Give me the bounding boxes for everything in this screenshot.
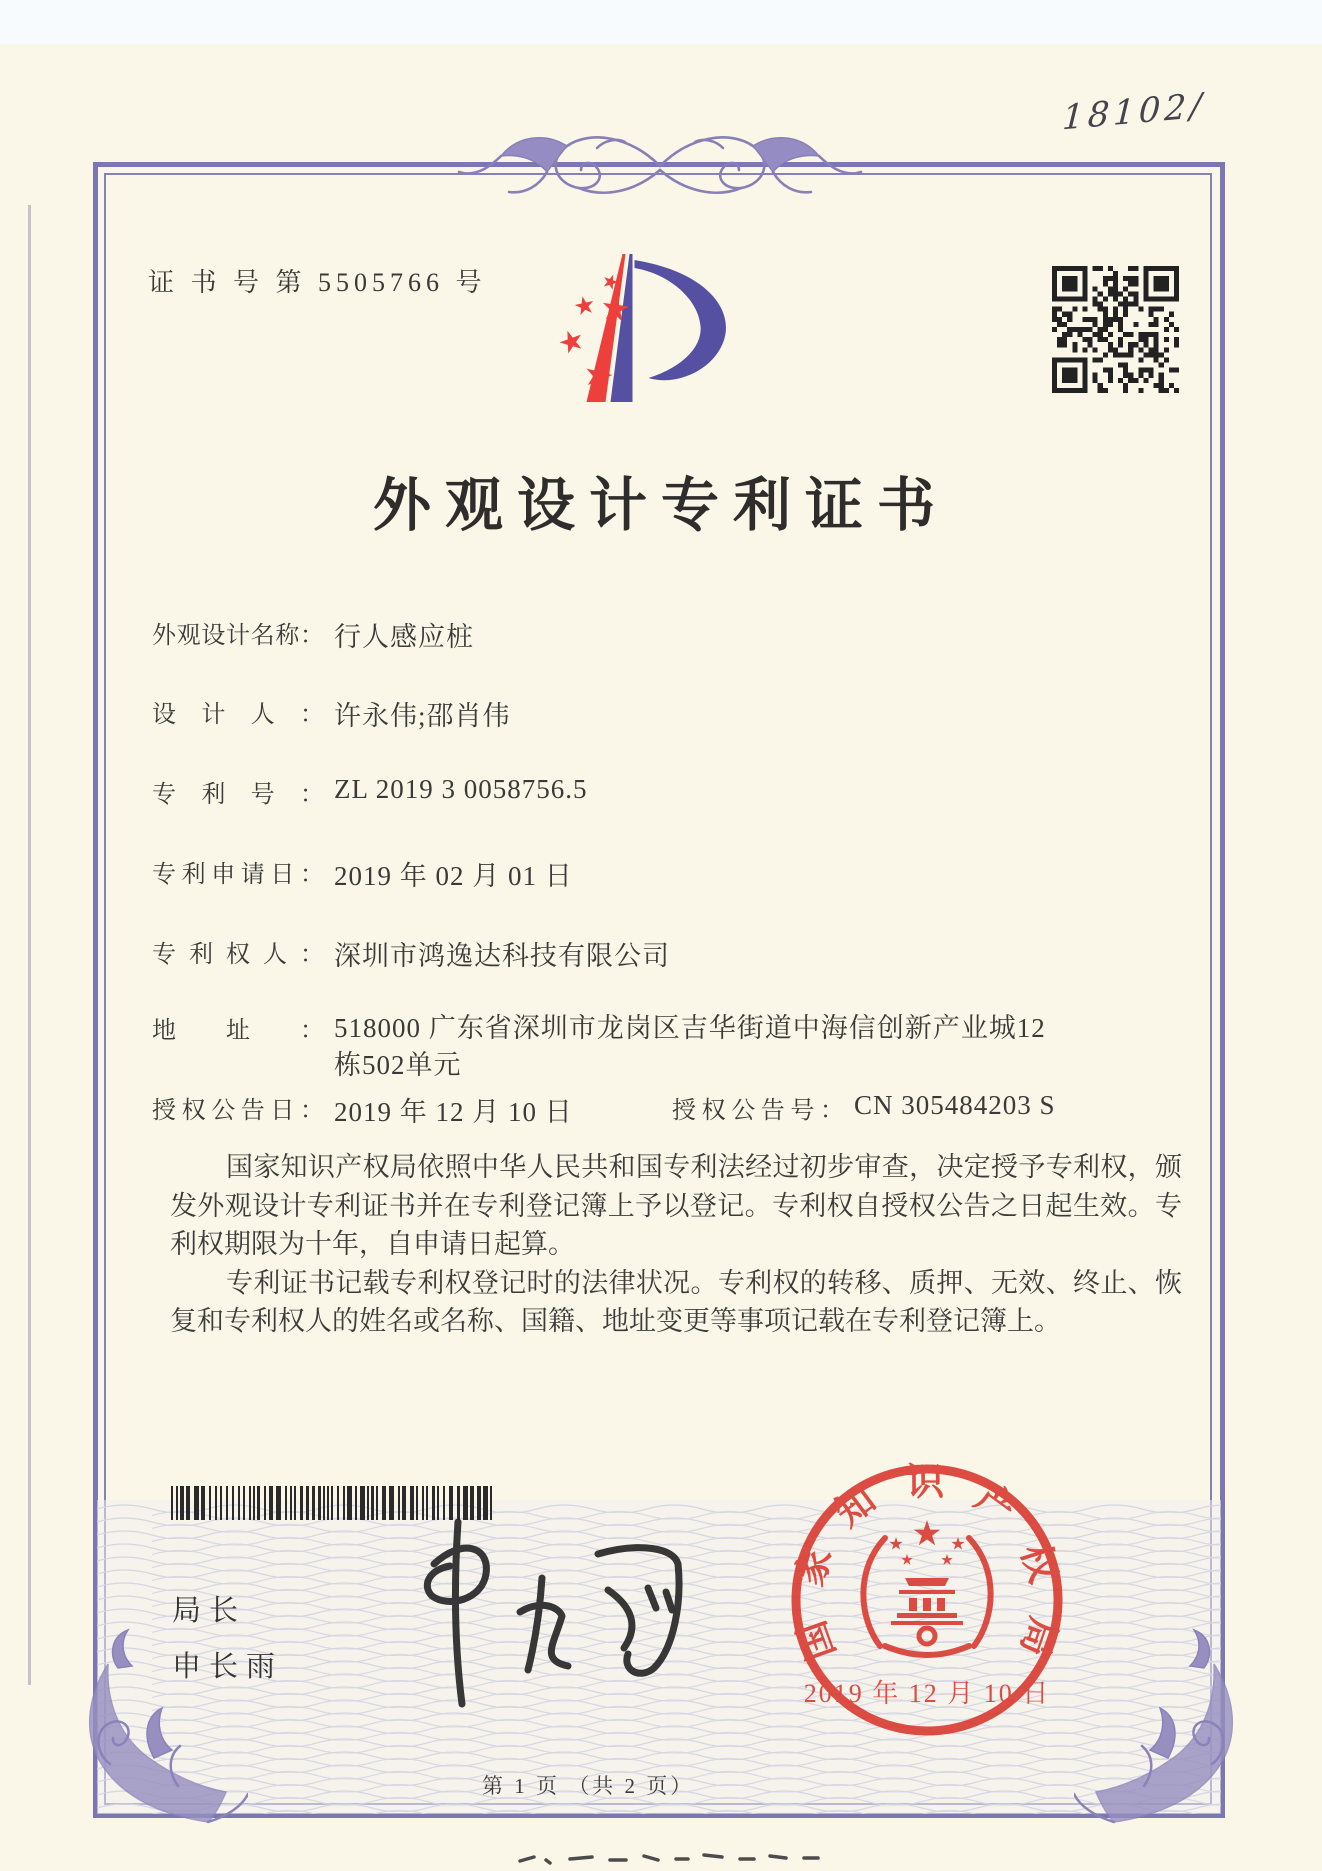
page-number: 第 1 页 （共 2 页） xyxy=(482,1774,695,1798)
scan-page-edge-line xyxy=(28,205,31,1685)
seal-date: 2019 年 12 月 10 日 xyxy=(803,1679,1051,1708)
certificate-number-line: 证 书 号 第 5505766 号 xyxy=(148,268,487,297)
field-value: 2019 年 12 月 10 日 xyxy=(334,1097,573,1127)
field-value: 深圳市鸿逸达科技有限公司 xyxy=(334,941,670,971)
bottom-left-corner-ornament xyxy=(58,1616,248,1828)
field-row-address xyxy=(152,1010,1046,1084)
field-value: 行人感应桩 xyxy=(334,622,474,652)
field-row-patentee xyxy=(152,934,670,973)
seal-org-text: 国家知识产权局 xyxy=(789,1461,1065,1666)
field-label: 授权公告日： xyxy=(152,1098,324,1124)
field-row-grant xyxy=(152,1090,1212,1129)
field-label: 设计人： xyxy=(152,702,324,728)
field-value: CN 305484203 S xyxy=(854,1090,1056,1120)
signature-handwriting xyxy=(382,1512,692,1717)
field-row-patent-number xyxy=(152,774,587,809)
field-row-designer xyxy=(152,694,511,733)
legal-paragraph-1: 国家知识产权局依照中华人民共和国专利法经过初步审查，决定授予专利权，颁发外观设计专利证书并在专利登记簿上予以登记。专利权自授权公告之日起生效。专利权期限为十年，自申请日起算。 xyxy=(170,1152,1182,1259)
qr-code xyxy=(1052,266,1179,393)
bottom-right-corner-ornament xyxy=(1074,1616,1264,1828)
field-label: 授权公告号： xyxy=(672,1098,844,1124)
top-flourish-ornament xyxy=(455,118,865,218)
field-label: 地址： xyxy=(152,1018,324,1044)
issuer-name: 申长雨 xyxy=(172,1651,284,1683)
field-label: 专利号： xyxy=(152,782,324,808)
field-value: 518000 广东省深圳市龙岗区吉华街道中海信创新产业城12栋502单元 xyxy=(334,1013,1046,1080)
official-seal xyxy=(777,1450,1077,1750)
scan-top-band xyxy=(0,0,1322,44)
svg-text:国家知识产权局 xyxy=(789,1462,1065,1666)
next-page-text-peek xyxy=(512,1846,892,1868)
field-label: 专利权人： xyxy=(152,942,324,968)
legal-paragraph-2: 专利证书记载专利权登记时的法律状况。专利权的转移、质押、无效、终止、恢复和专利权人的姓名或名称、国籍、地址变更等事项记载在专利登记簿上。 xyxy=(170,1267,1182,1336)
field-row-filing-date xyxy=(152,854,573,893)
cnipa-logo xyxy=(556,246,766,414)
field-label: 专利申请日： xyxy=(152,862,324,888)
seal-national-emblem xyxy=(863,1520,990,1655)
page-title: 外观设计专利证书 xyxy=(372,473,949,538)
handwritten-annotation: 18102/ xyxy=(1061,85,1207,139)
legal-text-block xyxy=(170,1148,1182,1341)
field-value: 2019 年 02 月 01 日 xyxy=(334,861,573,891)
field-value: 许永伟;邵肖伟 xyxy=(334,701,511,731)
field-row-design-name xyxy=(152,615,474,654)
issuer-title: 局长 xyxy=(172,1595,247,1627)
field-label: 外观设计名称： xyxy=(152,623,324,649)
grant-number-pair xyxy=(672,1090,1056,1125)
logo-purple-p xyxy=(611,254,726,402)
field-value: ZL 2019 3 0058756.5 xyxy=(334,774,588,804)
